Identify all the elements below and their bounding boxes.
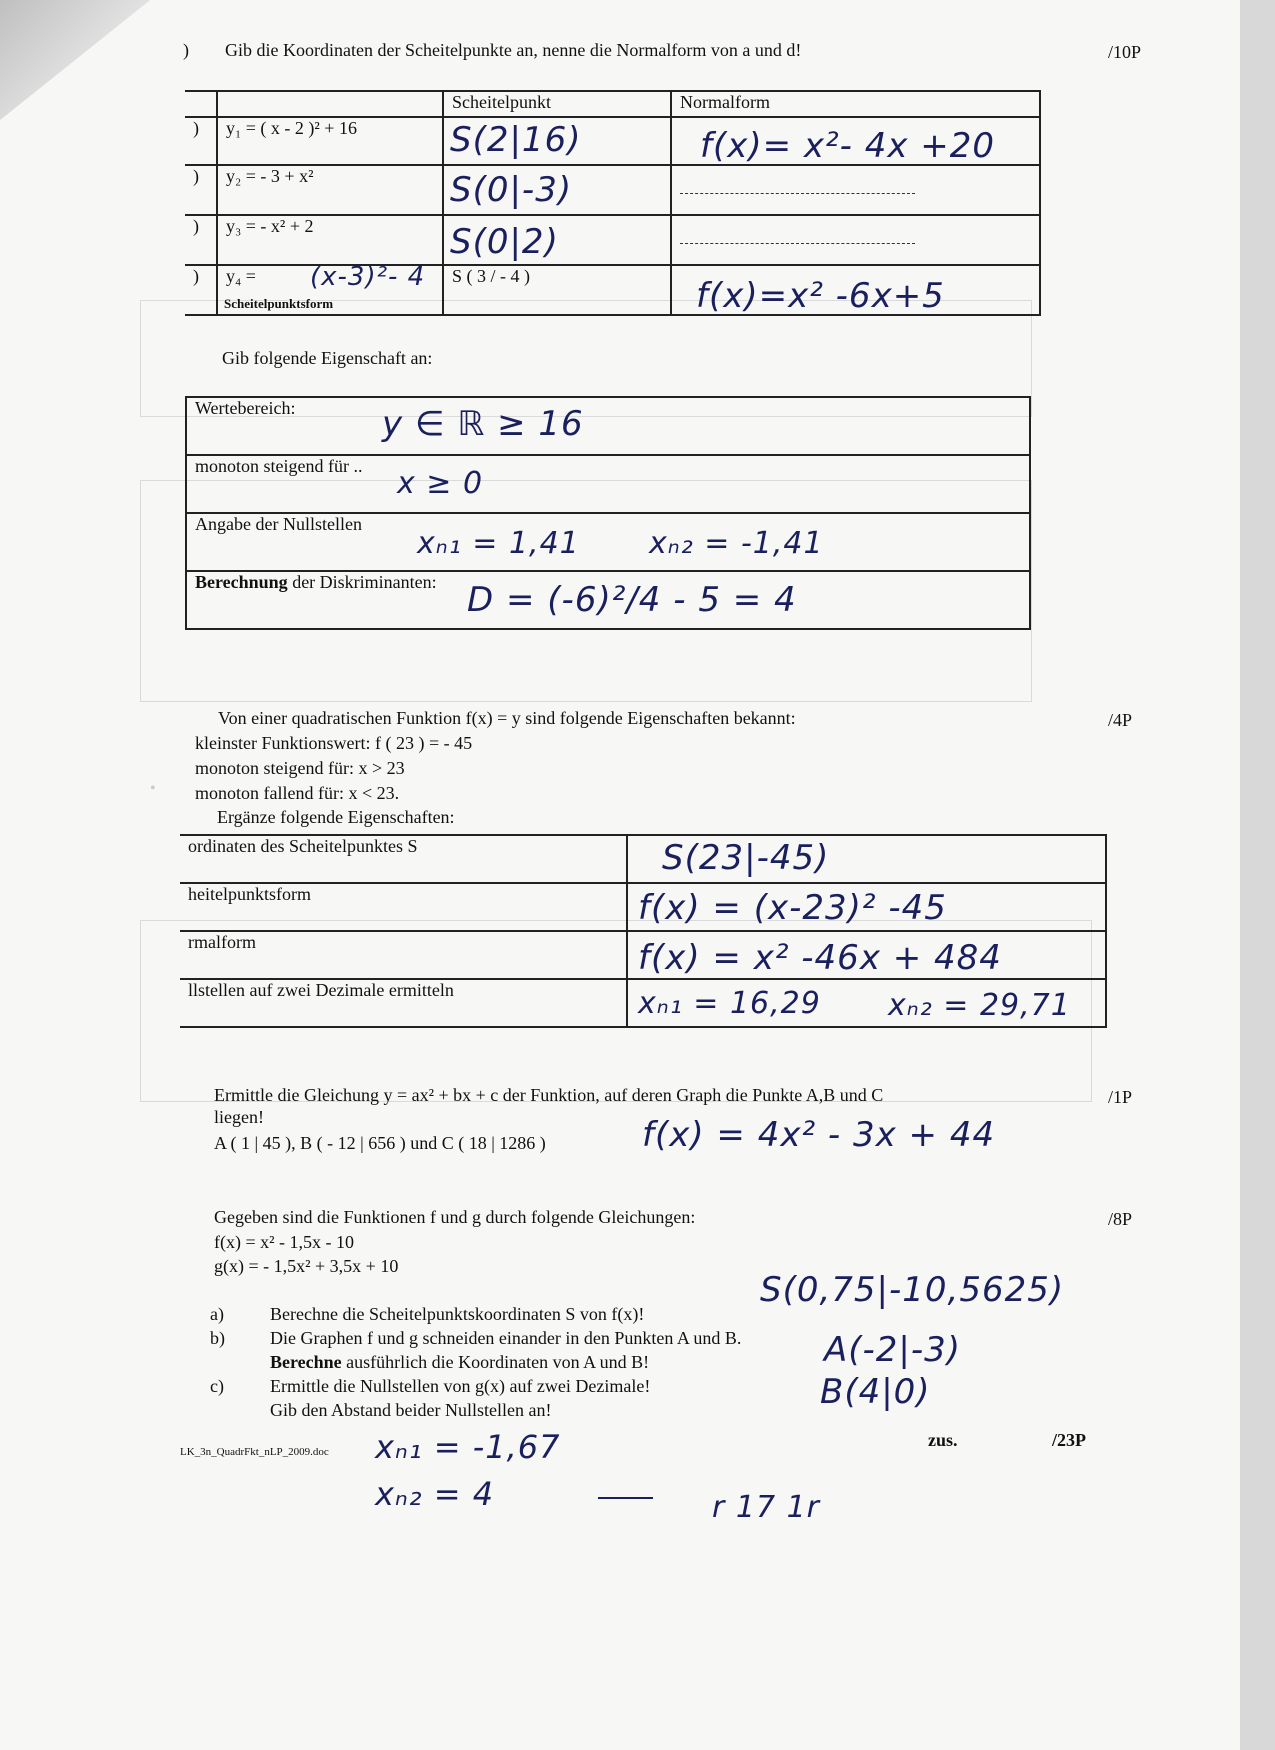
answer-task4-zero1: xₙ₁ = -1,67 bbox=[375, 1428, 561, 1466]
task3-line1: Ermittle die Gleichung y = ax² + bx + c der Funktion, auf deren Graph die Punkte A,B und C bbox=[214, 1085, 884, 1105]
answer-task3: f(x) = 4x² - 3x + 44 bbox=[642, 1115, 996, 1155]
answer-zero2: xₙ₂ = -1,41 bbox=[649, 526, 824, 561]
task4-b-marker: b) bbox=[210, 1328, 225, 1348]
task2-row-vertex: ordinaten des Scheitelpunktes S bbox=[180, 835, 627, 883]
property-range: Wertebereich: bbox=[195, 398, 296, 418]
answer-task4-distance: r 17 1r bbox=[712, 1490, 821, 1525]
task4-c-text2: Gib den Abstand beider Nullstellen an! bbox=[270, 1400, 552, 1420]
property-monotone: monoton steigend für .. bbox=[195, 456, 363, 476]
task1-instruction: Gib die Koordinaten der Scheitelpunkte an, nenne die Normalform von a und d! bbox=[225, 40, 802, 60]
function-y3: y₃ = - x² + 2 bbox=[217, 215, 443, 265]
answer-normal-y4: f(x)=x² -6x+5 bbox=[696, 276, 945, 316]
function-y4-label: y₄ = bbox=[226, 266, 256, 286]
answer-y4-vertex-form: (x-3)²- 4 bbox=[310, 262, 426, 292]
task2-row-zeros: llstellen auf zwei Dezimale ermitteln bbox=[180, 979, 627, 1027]
header-normal-form: Normalform bbox=[671, 91, 1040, 117]
task4-f: f(x) = x² - 1,5x - 10 bbox=[214, 1232, 355, 1252]
task2-intro: Von einer quadratischen Funktion f(x) = y sind folgende Eigenschaften bekannt: bbox=[218, 708, 796, 728]
answer-task4-pointB: B(4|0) bbox=[820, 1372, 931, 1412]
handwritten-stroke bbox=[598, 1497, 653, 1499]
task2-points: /4P bbox=[1108, 710, 1133, 730]
task3-points: /1P bbox=[1108, 1087, 1133, 1107]
file-name: LK_3n_QuadrFkt_nLP_2009.doc bbox=[180, 1446, 329, 1458]
answer-task4-vertex: S(0,75|-10,5625) bbox=[760, 1270, 1065, 1310]
task3-line2: liegen! bbox=[214, 1107, 264, 1127]
vertex-y4: S ( 3 / - 4 ) bbox=[443, 265, 671, 315]
task2-row-vertexform: heitelpunktsform bbox=[180, 883, 627, 931]
blank-line bbox=[680, 183, 915, 194]
total-points: /23P bbox=[1052, 1430, 1086, 1450]
task2-prop3: monoton fallend für: x < 23. bbox=[195, 783, 400, 803]
answer-task2-vertex: S(23|-45) bbox=[662, 838, 830, 878]
row-marker: ) bbox=[185, 117, 217, 165]
answer-task2-zero2: xₙ₂ = 29,71 bbox=[888, 988, 1071, 1023]
total-label: zus. bbox=[928, 1430, 958, 1450]
function-y1: y₁ = ( x - 2 )² + 16 bbox=[217, 117, 443, 165]
task2-complete: Ergänze folgende Eigenschaften: bbox=[217, 807, 455, 827]
answer-normal-y1: f(x)= x²- 4x +20 bbox=[700, 126, 996, 166]
header-vertex: Scheitelpunkt bbox=[443, 91, 671, 117]
task3-points-list: A ( 1 | 45 ), B ( - 12 | 656 ) und C ( 18 | 1286 ) bbox=[214, 1133, 546, 1153]
answer-vertex-y1: S(2|16) bbox=[450, 120, 582, 160]
task4-intro: Gegeben sind die Funktionen f und g durch folgende Gleichungen: bbox=[214, 1207, 696, 1227]
answer-zero1: xₙ₁ = 1,41 bbox=[417, 526, 580, 561]
task2-prop1: kleinster Funktionswert: f ( 23 ) = - 45 bbox=[195, 733, 473, 753]
task4-b-text2: ausführlich die Koordinaten von A und B! bbox=[346, 1352, 650, 1372]
task4-g: g(x) = - 1,5x² + 3,5x + 10 bbox=[214, 1256, 399, 1276]
properties-heading: Gib folgende Eigenschaft an: bbox=[222, 348, 433, 368]
answer-vertex-y3: S(0|2) bbox=[450, 222, 559, 262]
task4-a-marker: a) bbox=[210, 1304, 224, 1324]
task4-b-bold: Berechne bbox=[270, 1352, 342, 1372]
task2-prop2: monoton steigend für: x > 23 bbox=[195, 758, 405, 778]
answer-task4-pointA: A(-2|-3) bbox=[824, 1330, 962, 1370]
row-marker: ) bbox=[185, 215, 217, 265]
function-y2: y₂ = - 3 + x² bbox=[217, 165, 443, 215]
answer-task4-zero2: xₙ₂ = 4 bbox=[375, 1475, 495, 1513]
vertex-form-caption: Scheitelpunktsform bbox=[224, 296, 334, 311]
task1-marker: ) bbox=[183, 40, 189, 60]
answer-monotone: x ≥ 0 bbox=[397, 466, 484, 501]
answer-task2-zero1: xₙ₁ = 16,29 bbox=[638, 986, 821, 1021]
row-marker: ) bbox=[185, 265, 217, 315]
task1-points: /10P bbox=[1108, 42, 1142, 62]
vertex-table bbox=[185, 90, 1041, 316]
task4-b-text: Die Graphen f und g schneiden einander in den Punkten A und B. bbox=[270, 1328, 742, 1348]
answer-task2-normalform: f(x) = x² -46x + 484 bbox=[638, 938, 1002, 978]
task2-row-normalform: rmalform bbox=[180, 931, 627, 979]
blank-line bbox=[680, 233, 915, 244]
answer-task2-vertexform: f(x) = (x-23)² -45 bbox=[638, 888, 947, 928]
property-discriminant-bold: Berechnung bbox=[195, 572, 288, 592]
task4-c-text: Ermittle die Nullstellen von g(x) auf zwei Dezimale! bbox=[270, 1376, 651, 1396]
property-discriminant: der Diskriminanten: bbox=[292, 572, 437, 592]
properties-table bbox=[185, 396, 1031, 630]
task4-a-text: Berechne die Scheitelpunktskoordinaten S von f(x)! bbox=[270, 1304, 645, 1324]
ghost-text: • bbox=[150, 780, 156, 797]
row-marker: ) bbox=[185, 165, 217, 215]
task4-points: /8P bbox=[1108, 1209, 1133, 1229]
task4-c-marker: c) bbox=[210, 1376, 224, 1396]
answer-range: y ∈ ℝ ≥ 16 bbox=[382, 404, 584, 444]
answer-discriminant: D = (-6)²/4 - 5 = 4 bbox=[467, 580, 797, 620]
property-zeros: Angabe der Nullstellen bbox=[195, 514, 362, 534]
answer-vertex-y2: S(0|-3) bbox=[450, 170, 573, 210]
task2-table bbox=[180, 834, 1107, 1028]
